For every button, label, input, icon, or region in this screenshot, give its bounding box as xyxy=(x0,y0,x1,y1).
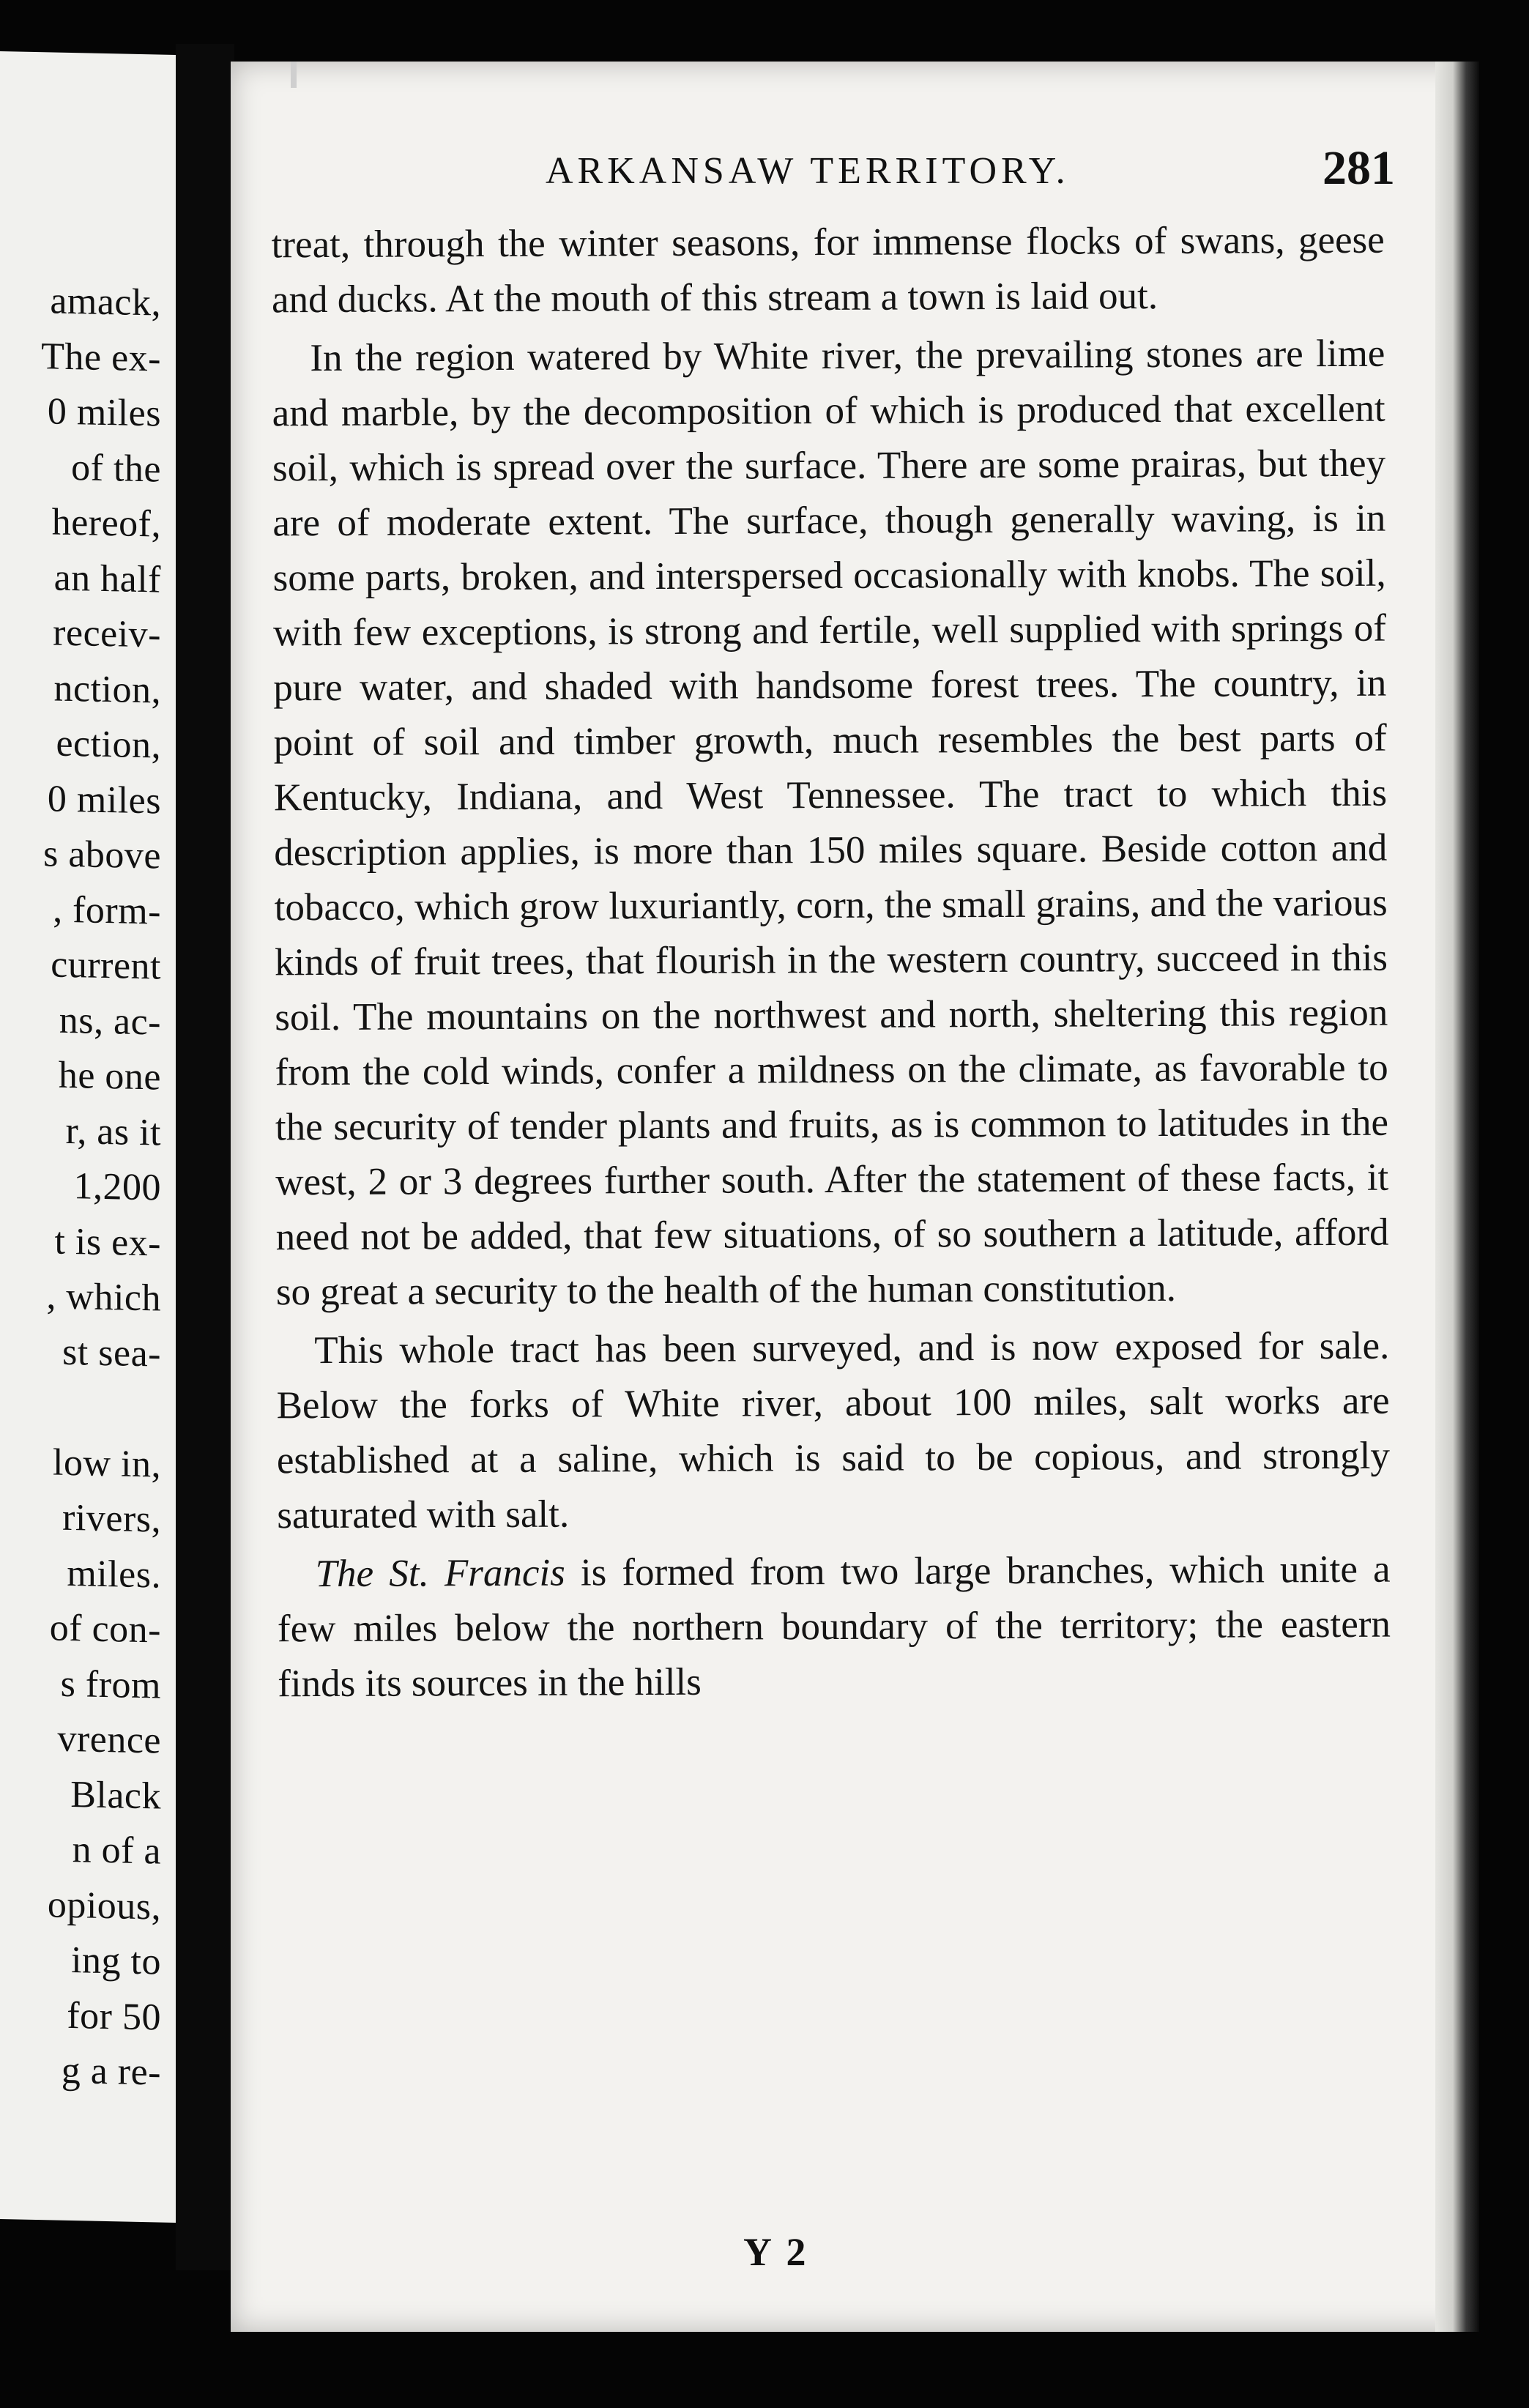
facing-page-line: n of a xyxy=(72,1829,161,1873)
facing-page-line: nction, xyxy=(53,667,161,712)
facing-page-line: g a re- xyxy=(61,2049,161,2094)
facing-page-line: st sea- xyxy=(62,1331,161,1375)
facing-page-line: low in, xyxy=(53,1441,161,1486)
facing-page-fragment xyxy=(0,51,176,2223)
paragraph-text: is formed from two large branches, which unite a few miles below the northern boundary of the territory; the eastern finds its sources in the hills xyxy=(277,1547,1391,1706)
facing-page-line: ns, ac- xyxy=(59,999,161,1044)
paragraph: In the region watered by White river, the prevailing stones are lime and marble, by the decomposition of which is produced that excellent soil, which is spread over the surface. There are some prairas, but they are of moderate extent. The surface, though generally waving, is in some parts, broken, and interspersed occasionally with knobs. The soil, with few exceptions, is strong and fertile, well supplied with springs of pure water, and shaded with handsome forest trees. The country, in point of soil and timber growth, much resembles the best parts of Kentucky, Indiana, and West Tennessee. The tract to which this description applies, is more than 150 miles square. Beside cotton and tobacco, which grow luxuriantly, corn, the small grains, and the various kinds of fruit trees, that flourish in the western country, succeed in this soil. The mountains on the northwest and north, sheltering this region from the cold winds, confer a mildness on the climate, as favorable to the security of tender plants and fruits, as is common to latitudes in the west, 2 or 3 degrees further south. After the statement of these facts, it need not be added, that few situations, of so southern a latitude, afford so great a security to the health of the human constitution. xyxy=(272,332,1389,1314)
scan-artifact xyxy=(291,62,297,88)
facing-page-line: opious, xyxy=(47,1883,161,1928)
facing-page-line: 1,200 xyxy=(73,1165,161,1209)
page-header xyxy=(297,141,1395,223)
facing-page-line: r, as it xyxy=(65,1110,161,1154)
facing-page-line: for 50 xyxy=(67,1994,161,2039)
page-body xyxy=(272,213,1391,1712)
facing-page-line: receiv- xyxy=(53,612,161,656)
facing-page-line: current xyxy=(51,943,161,988)
italic-heading: The St. Francis xyxy=(315,1551,565,1596)
paragraph: This whole tract has been surveyed, and is now exposed for sale. Below the forks of White river, about 100 miles, salt works are established at a saline, which is said to be copious, and strongly saturated with salt. xyxy=(276,1324,1391,1537)
signature-mark: Y 2 xyxy=(743,2230,809,2274)
facing-page-line: vrence xyxy=(57,1717,161,1762)
facing-page-line: s from xyxy=(60,1662,161,1707)
facing-page-line: ection, xyxy=(56,722,161,767)
facing-page-line: hereof, xyxy=(51,501,161,546)
facing-page-line: , form- xyxy=(53,888,161,933)
page-number: 281 xyxy=(1322,141,1395,195)
facing-page-line: , which xyxy=(46,1275,161,1320)
facing-page-line: rivers, xyxy=(62,1496,161,1541)
facing-page-line: 0 miles xyxy=(47,777,161,822)
book-page xyxy=(231,62,1479,2332)
book-gutter xyxy=(176,44,234,2270)
facing-page-line: he one xyxy=(58,1054,161,1099)
page-edge xyxy=(1435,62,1479,2332)
facing-page-line: amack, xyxy=(50,280,161,324)
facing-page-lines xyxy=(0,51,176,2094)
facing-page-line: The ex- xyxy=(41,335,161,380)
running-head: ARKANSAW TERRITORY. xyxy=(546,150,1070,192)
paragraph: treat, through the winter seasons, for immense flocks of swans, geese and ducks. At the mouth of this stream a town is laid out. xyxy=(271,218,1385,322)
paragraph xyxy=(277,1542,1391,1712)
facing-page-line: s above xyxy=(43,833,161,877)
facing-page-line: Black xyxy=(70,1773,161,1818)
facing-page-line: 0 miles xyxy=(47,390,161,435)
facing-page-line: of the xyxy=(71,446,161,491)
facing-page-line: ing to xyxy=(71,1939,161,1983)
facing-page-line: t is ex- xyxy=(54,1220,161,1265)
facing-page-line: miles. xyxy=(67,1552,161,1597)
facing-page-line: an half xyxy=(53,557,161,601)
facing-page-line: of con- xyxy=(49,1607,161,1651)
